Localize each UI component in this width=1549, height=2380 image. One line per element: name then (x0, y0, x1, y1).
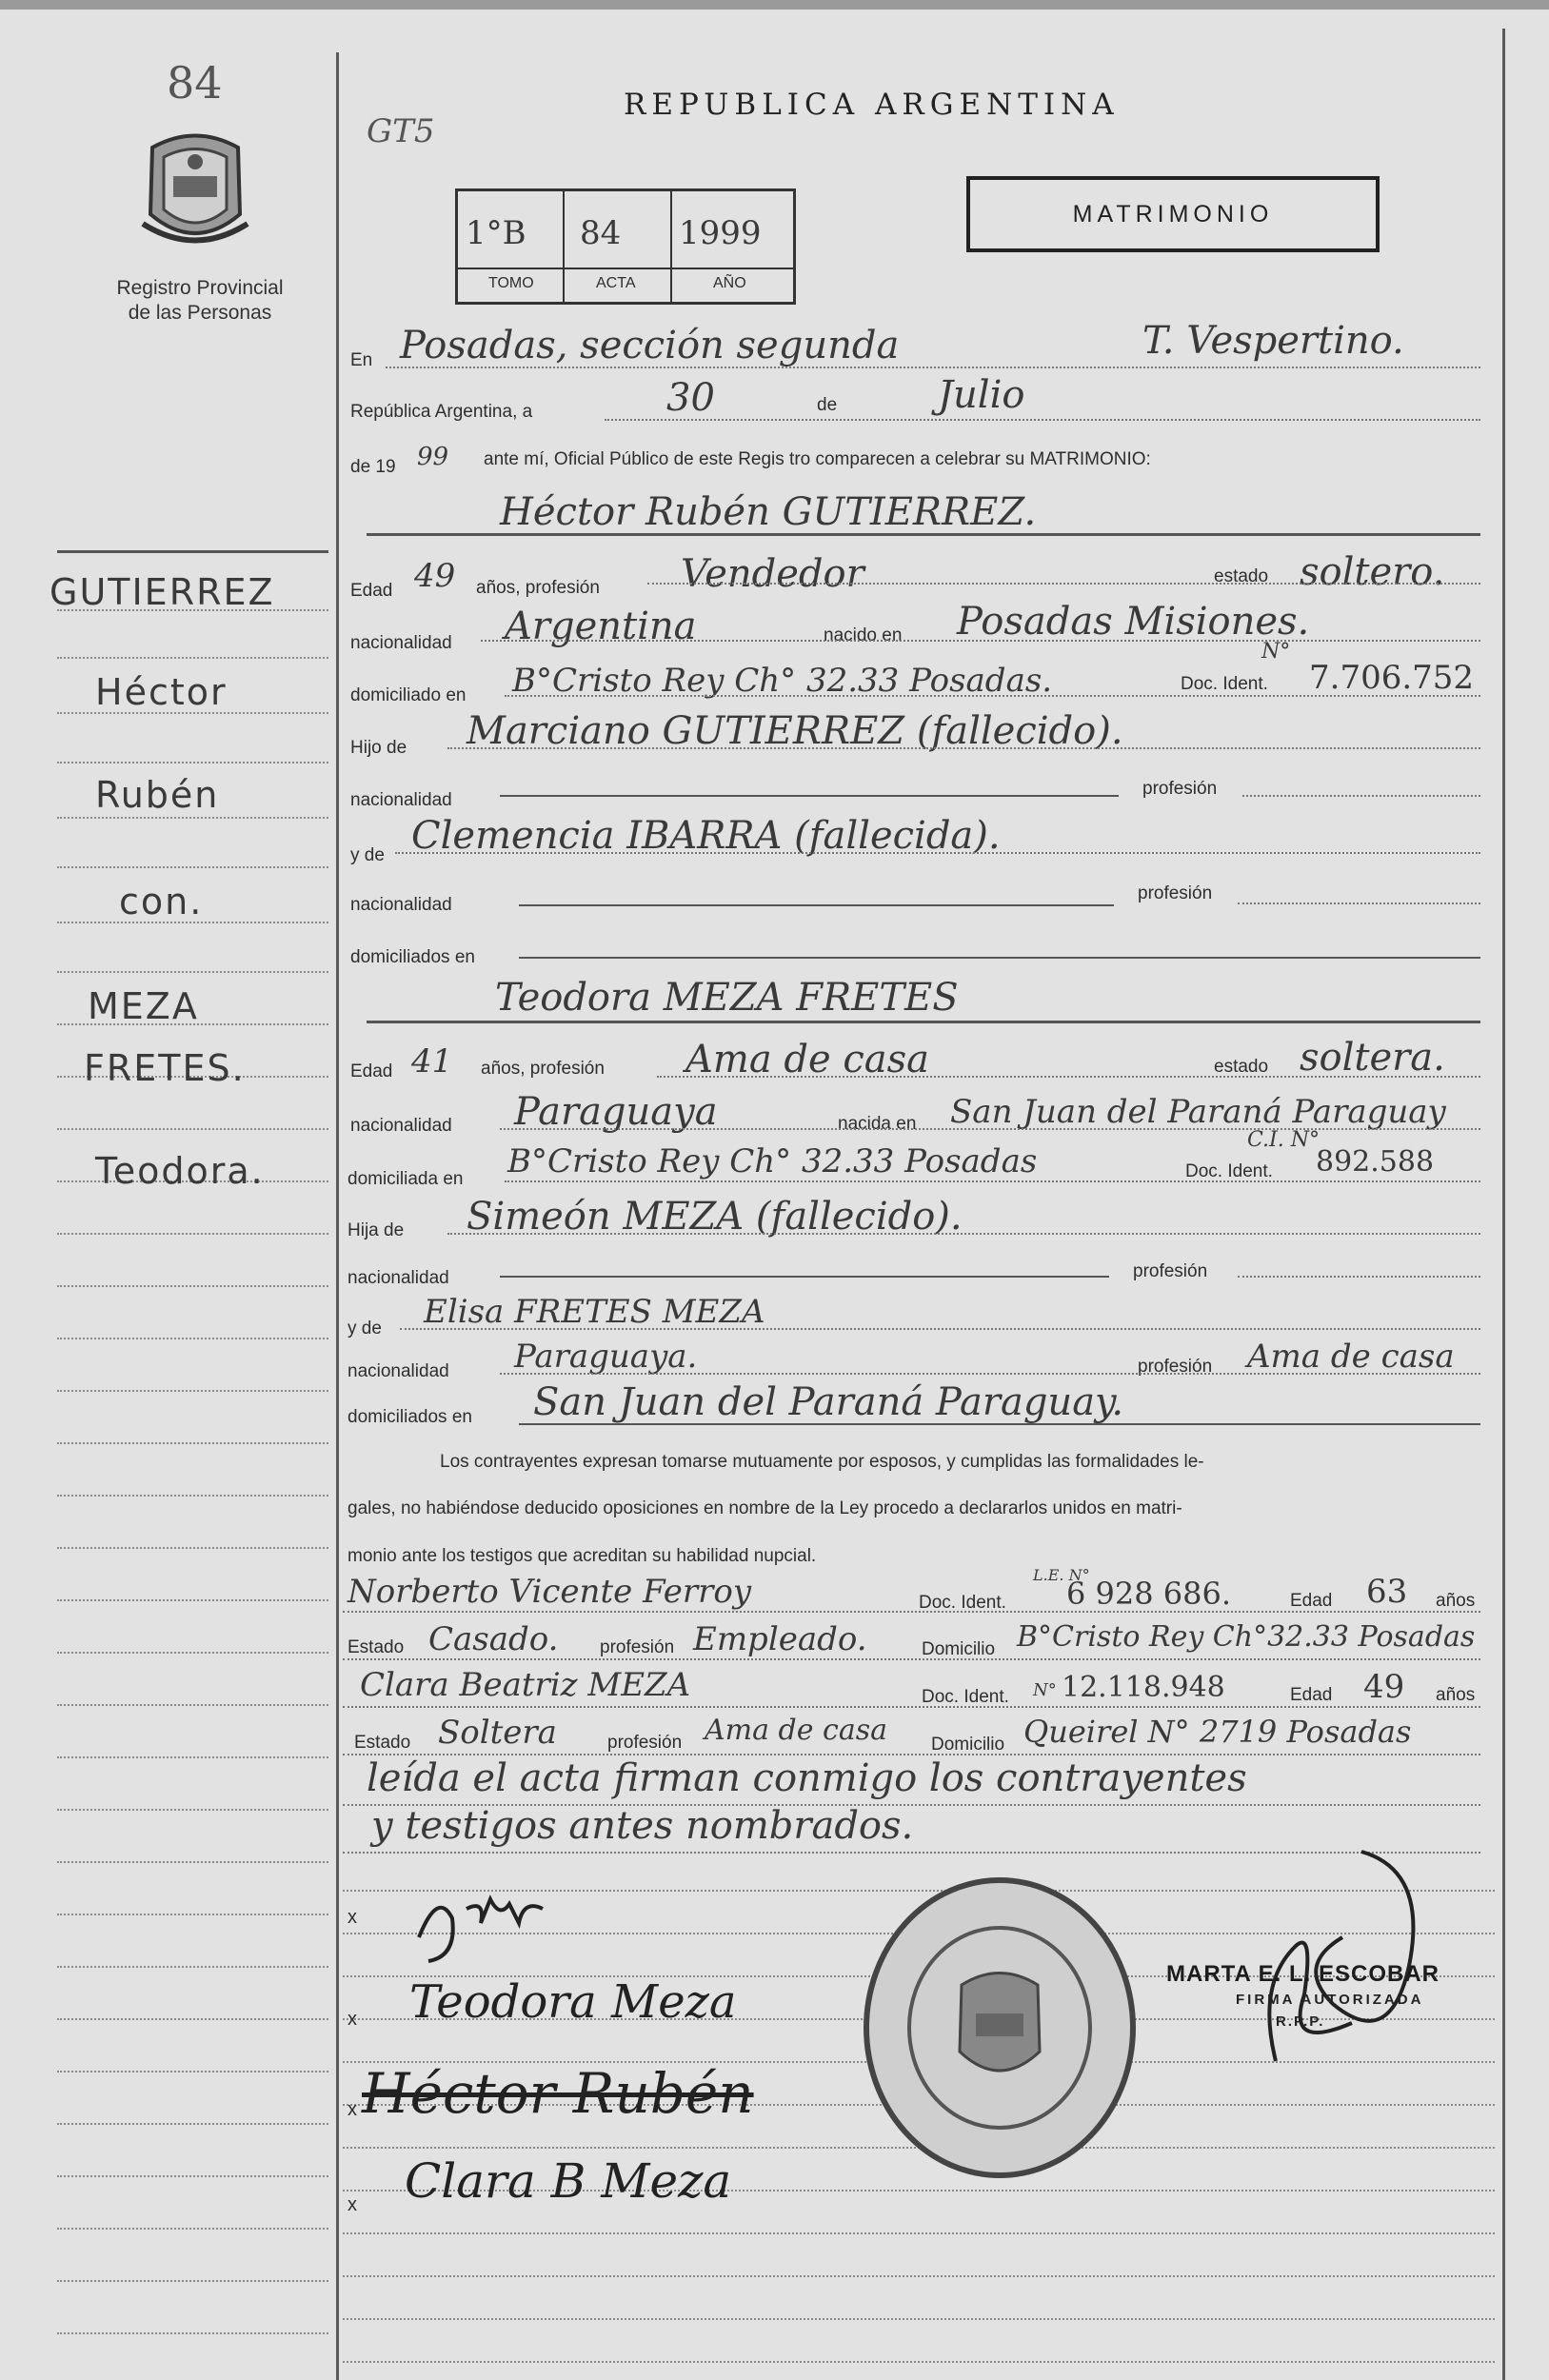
table-divider (563, 191, 565, 302)
bride-signature: Teodora Meza (409, 1975, 737, 2029)
bride-dom-label: domiciliada en (348, 1169, 464, 1189)
side-rule (57, 550, 328, 553)
side-line (57, 971, 328, 973)
dotted-line (447, 1233, 1480, 1235)
bride-doc-number: 892.588 (1316, 1145, 1435, 1179)
groom-father: Marciano GUTIERREZ (fallecido). (467, 709, 1123, 753)
tomo-value: 1°B (466, 214, 526, 252)
margin-divider (336, 52, 339, 2380)
groom-birthplace: Posadas Misiones. (957, 600, 1310, 644)
witness2-prof-label: profesión (607, 1733, 683, 1753)
side-line (57, 1809, 328, 1811)
official-seal (857, 1871, 1142, 2185)
witness2-dom-label: Domicilio (931, 1735, 1005, 1755)
groom-father-prof-label: profesión (1142, 779, 1218, 799)
blank-line (519, 957, 1480, 959)
side-line (57, 817, 328, 819)
side-line (57, 2228, 328, 2230)
groom-dom-label: domiciliado en (350, 685, 467, 705)
groom-father-nac-label: nacionalidad (350, 790, 452, 810)
blank-line (500, 795, 1119, 797)
margin-surname-bride-2: FRETES. (84, 1047, 246, 1089)
bride-parents-address: San Juan del Paraná Paraguay. (533, 1380, 1124, 1424)
bride-mother: Elisa FRETES MEZA (424, 1293, 765, 1331)
side-line (57, 1861, 328, 1863)
table-divider (670, 191, 672, 302)
side-line (57, 1390, 328, 1392)
witness2-doc-number: 12.118.948 (1062, 1671, 1225, 1704)
month-value: Julio (938, 373, 1025, 417)
side-line (57, 1966, 328, 1968)
groom-profession: Vendedor (681, 552, 864, 596)
groom-mother-nac-label: nacionalidad (350, 895, 452, 915)
right-border (1502, 29, 1505, 2380)
side-line (57, 2123, 328, 2125)
side-line (57, 2175, 328, 2177)
shift-value: T. Vespertino. (1142, 319, 1404, 363)
witness1-age: 63 (1366, 1573, 1408, 1611)
side-line (57, 1338, 328, 1339)
table-divider (458, 268, 793, 269)
witness2-profession: Ama de casa (705, 1714, 887, 1747)
bride-status: soltera. (1300, 1036, 1445, 1080)
bride-parents-dom-label: domiciliados en (348, 1407, 472, 1427)
country-title: REPUBLICA ARGENTINA (624, 88, 1120, 122)
side-line (57, 1495, 328, 1497)
witness1-estado-label: Estado (348, 1637, 405, 1657)
dotted-line (400, 1328, 1480, 1330)
sign-mark: x (348, 2009, 357, 2030)
dotted-line (1238, 902, 1480, 904)
name-line (367, 1021, 1480, 1023)
dotted-line (1242, 795, 1480, 797)
bride-mother-nac-label: nacionalidad (348, 1361, 449, 1381)
witness1-status: Casado. (428, 1620, 559, 1658)
bride-nationality: Paraguaya (514, 1090, 718, 1134)
groom-estado-label: estado (1214, 566, 1269, 586)
bride-nacida-label: nacida en (838, 1114, 917, 1134)
issuer-name (57, 276, 343, 326)
side-line (57, 1704, 328, 1706)
declaration-line2: gales, no habiéndose deducido oposiciones en nombre de la Ley procedo a declararlos unidos en matri- (348, 1498, 1182, 1518)
declaration-line3: monio ante los testigos que acreditan su habilidad nupcial. (348, 1546, 817, 1566)
ano-label: AÑO (713, 275, 746, 291)
groom-nationality: Argentina (505, 605, 697, 648)
margin-con: con. (119, 881, 204, 922)
side-line (57, 1599, 328, 1601)
official-name: MARTA E. L. ESCOBAR (1166, 1961, 1440, 1987)
bride-father-prof-label: profesión (1133, 1261, 1208, 1281)
dotted-line (343, 1754, 1480, 1755)
provincial-emblem (133, 124, 257, 257)
witness1-doc-label: Doc. Ident. (919, 1593, 1006, 1613)
witness2-age: 49 (1363, 1668, 1405, 1706)
side-line (57, 2280, 328, 2282)
side-line (57, 2071, 328, 2073)
witness2-name: Clara Beatriz MEZA (360, 1666, 691, 1704)
side-line (57, 1285, 328, 1287)
witness1-name: Norberto Vicente Ferroy (348, 1573, 752, 1611)
witness1-dom-label: Domicilio (922, 1639, 996, 1659)
record-reference-table (455, 188, 796, 305)
bride-address: B°Cristo Rey Ch° 32.33 Posadas (507, 1142, 1038, 1180)
groom-edad-label: Edad (350, 581, 393, 601)
bride-mother-profession: Ama de casa (1247, 1338, 1455, 1376)
en-label: En (350, 350, 373, 370)
side-line (57, 1128, 328, 1130)
dotted-line (343, 1611, 1480, 1613)
signature-line (343, 2275, 1495, 2277)
witness2-address: Queirel N° 2719 Posadas (1023, 1714, 1412, 1750)
official-role: FIRMA AUTORIZADA (1236, 1992, 1424, 2008)
republica-label: República Argentina, a (350, 402, 533, 422)
witness2-status: Soltera (438, 1714, 557, 1752)
bride-edad-label: Edad (350, 1061, 393, 1081)
issuer-line2: de las Personas (128, 302, 272, 324)
handwritten-mark: GT5 (367, 112, 435, 150)
groom-address: B°Cristo Rey Ch° 32.33 Posadas. (512, 662, 1053, 700)
witness2-doc-label: Doc. Ident. (922, 1687, 1009, 1707)
side-line (57, 2332, 328, 2334)
witness-signature: Clara B Meza (405, 2153, 732, 2209)
bride-birthplace: San Juan del Paraná Paraguay (950, 1093, 1446, 1131)
sign-mark: x (348, 2099, 357, 2120)
bride-name: Teodora MEZA FRETES (495, 976, 959, 1020)
closing-line2: y testigos antes nombrados. (371, 1804, 914, 1848)
side-line (57, 1914, 328, 1915)
de-label: de (817, 395, 838, 415)
margin-surname-bride-1: MEZA (88, 985, 199, 1027)
witness1-anos-label: años (1436, 1591, 1476, 1611)
bride-doc-type: C.I. N° (1247, 1128, 1320, 1152)
dotted-line (605, 419, 1480, 421)
side-line (57, 1547, 328, 1549)
groom-name: Héctor Rubén GUTIERREZ. (500, 490, 1037, 534)
bride-estado-label: estado (1214, 1057, 1269, 1077)
bride-doc-label: Doc. Ident. (1185, 1161, 1273, 1181)
groom-yde-label: y de (350, 845, 385, 865)
groom-signature: Héctor Rubén (362, 2061, 754, 2126)
place-value: Posadas, sección segunda (400, 324, 900, 367)
groom-mother: Clemencia IBARRA (fallecida). (411, 814, 1001, 858)
side-line (57, 657, 328, 659)
page-number: 84 (167, 57, 223, 109)
margin-surname-groom: GUTIERREZ (50, 571, 275, 613)
year-suffix: 99 (417, 443, 449, 471)
name-line (367, 533, 1480, 536)
groom-doc-type: N° (1261, 640, 1291, 664)
groom-doc-label: Doc. Ident. (1181, 674, 1268, 694)
side-line (57, 2018, 328, 2020)
margin-given-groom-1: Héctor (95, 671, 228, 713)
closing-line1: leída el acta firman conmigo los contrayentes (367, 1756, 1247, 1800)
side-line (57, 1442, 328, 1444)
sign-mark: x (348, 2194, 357, 2215)
groom-hijo-label: Hijo de (350, 738, 407, 758)
sign-mark: x (348, 1907, 357, 1928)
witness2-anos-label: años (1436, 1685, 1476, 1705)
acta-label: ACTA (596, 275, 636, 291)
bride-profession: Ama de casa (685, 1038, 929, 1081)
witness1-doc-number: 6 928 686. (1066, 1576, 1232, 1612)
margin-given-bride: Teodora. (95, 1150, 265, 1192)
witness1-profession: Empleado. (693, 1620, 867, 1658)
bride-father: Simeón MEZA (fallecido). (467, 1195, 963, 1239)
dotted-line (505, 695, 1480, 697)
year-prefix: de 19 (350, 457, 396, 477)
declaration-line1: Los contrayentes expresan tomarse mutuamente por esposos, y cumplidas las formalidades le- (440, 1452, 1204, 1472)
day-value: 30 (666, 376, 715, 420)
act-type-box: MATRIMONIO (966, 176, 1380, 252)
signature-line (343, 2318, 1495, 2320)
groom-nac-label: nacionalidad (350, 633, 452, 653)
bride-anos-prof-label: años, profesión (481, 1059, 605, 1079)
witness2-estado-label: Estado (354, 1733, 411, 1753)
dotted-line (386, 367, 1480, 368)
bride-father-nac-label: nacionalidad (348, 1268, 449, 1288)
signature-line (343, 2361, 1495, 2363)
top-edge (0, 0, 1549, 10)
bride-age: 41 (411, 1042, 453, 1081)
blank-line (519, 1423, 1480, 1425)
witness1-edad-label: Edad (1290, 1591, 1333, 1611)
acta-value: 84 (580, 214, 622, 252)
groom-nacido-label: nacido en (824, 625, 903, 645)
dotted-line (500, 1128, 1480, 1130)
signature-line (343, 2232, 1495, 2234)
dotted-line (447, 747, 1480, 749)
tomo-label: TOMO (488, 275, 534, 291)
opening-statement: ante mí, Oficial Público de este Regis tro comparecen a celebrar su MATRIMONIO: (484, 449, 1151, 469)
side-line (57, 1652, 328, 1654)
margin-given-groom-2: Rubén (95, 774, 220, 816)
ano-value: 1999 (679, 214, 762, 252)
issuer-line1: Registro Provincial (116, 277, 284, 299)
dotted-line (1238, 1276, 1480, 1278)
official-signature (1219, 1833, 1438, 2080)
bride-nac-label: nacionalidad (350, 1116, 452, 1136)
groom-mother-prof-label: profesión (1138, 883, 1213, 903)
bride-hija-label: Hija de (348, 1220, 405, 1240)
side-line (57, 1233, 328, 1235)
bride-mother-prof-label: profesión (1138, 1357, 1213, 1377)
dotted-line (395, 852, 1480, 854)
side-line (57, 1756, 328, 1758)
groom-doc-number: 7.706.752 (1309, 659, 1475, 697)
dotted-line (343, 1658, 1480, 1660)
dotted-line (647, 583, 1480, 585)
blank-line (500, 1276, 1109, 1278)
blank-line (519, 904, 1114, 906)
groom-parents-dom-label: domiciliados en (350, 947, 475, 967)
official-unit: R.P.P. (1276, 2013, 1325, 2030)
dotted-line (481, 640, 1480, 642)
dotted-line (500, 1373, 1480, 1375)
bride-yde-label: y de (348, 1319, 382, 1339)
groom-anos-prof-label: años, profesión (476, 578, 600, 598)
witness1-doc-type: L.E. N° (1033, 1566, 1090, 1584)
side-line (57, 762, 328, 764)
dotted-line (657, 1076, 1480, 1078)
side-line (57, 866, 328, 868)
bride-mother-nationality: Paraguaya. (514, 1338, 698, 1376)
groom-status: soltero. (1300, 550, 1445, 594)
witness2-doc-type: N° (1033, 1680, 1057, 1700)
witness2-edad-label: Edad (1290, 1685, 1333, 1705)
dotted-line (505, 1180, 1480, 1182)
groom-age: 49 (414, 557, 456, 595)
witness1-prof-label: profesión (600, 1637, 675, 1657)
official-initial-signature (400, 1880, 590, 1966)
dotted-line (343, 1706, 1480, 1708)
witness1-address: B°Cristo Rey Ch°32.33 Posadas (1017, 1620, 1476, 1654)
